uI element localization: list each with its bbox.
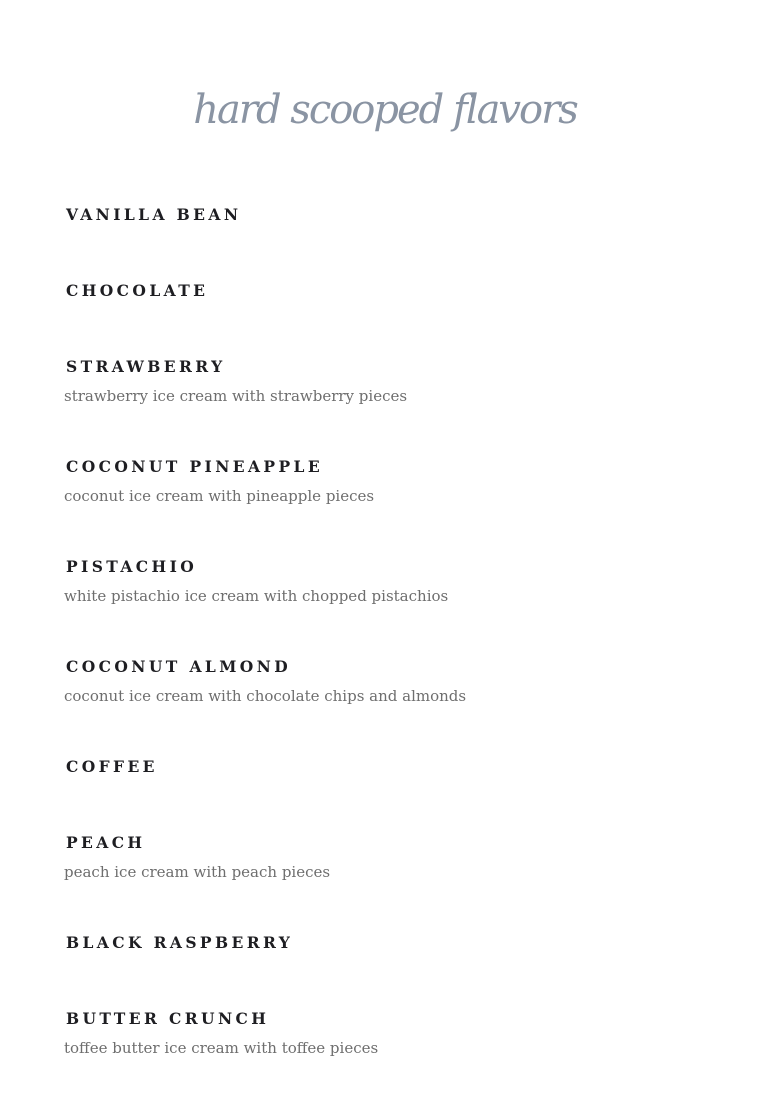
flavor-name-black-raspberry: BLACK RASPBERRY — [66, 933, 294, 952]
flavor-desc-butter-crunch: toffee butter ice cream with toffee pieces — [64, 1039, 379, 1057]
flavor-desc-coconut-almond: coconut ice cream with chocolate chips and almonds — [64, 687, 467, 705]
flavor-desc-strawberry: strawberry ice cream with strawberry pieces — [64, 387, 408, 405]
flavor-name-peach: PEACH — [66, 833, 146, 852]
flavor-name-coffee: COFFEE — [66, 757, 158, 776]
menu-title: hard scooped flavors — [193, 87, 577, 133]
flavor-name-coconut-pineapple: COCONUT PINEAPPLE — [66, 457, 324, 476]
flavor-name-vanilla-bean: VANILLA BEAN — [66, 205, 242, 224]
flavor-name-pistachio: PISTACHIO — [66, 557, 198, 576]
flavor-desc-coconut-pineapple: coconut ice cream with pineapple pieces — [64, 487, 375, 505]
flavor-name-coconut-almond: COCONUT ALMOND — [66, 657, 292, 676]
flavor-name-strawberry: STRAWBERRY — [66, 357, 226, 376]
flavor-desc-peach: peach ice cream with peach pieces — [64, 863, 331, 881]
flavor-desc-pistachio: white pistachio ice cream with chopped pistachios — [64, 587, 449, 605]
flavor-name-chocolate: CHOCOLATE — [66, 281, 209, 300]
flavor-name-butter-crunch: BUTTER CRUNCH — [66, 1009, 270, 1028]
